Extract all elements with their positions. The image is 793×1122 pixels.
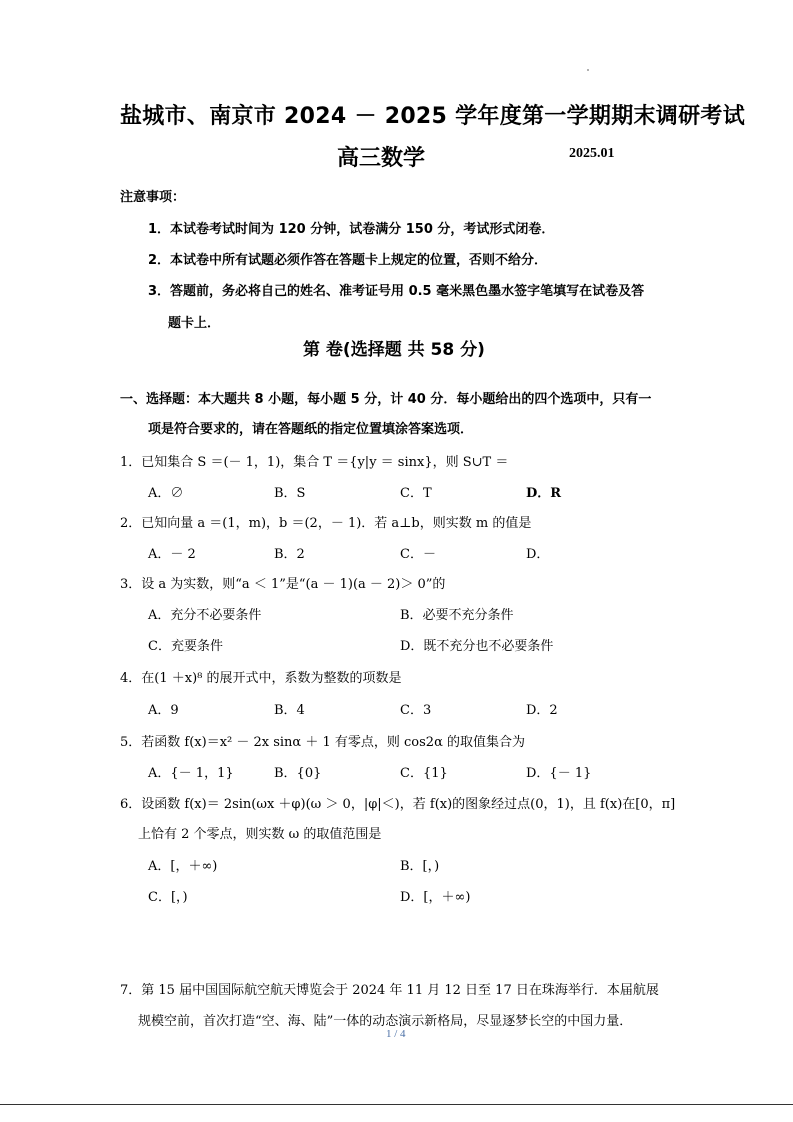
notice-item: 题卡上．: [168, 316, 221, 331]
notice-item: 2．本试卷中所有试题必须作答在答题卡上规定的位置，否则不给分．: [148, 253, 548, 268]
option-d: D．2: [526, 703, 558, 718]
option-d: D．既不充分也不必要条件: [400, 639, 554, 654]
option-b: B．S: [274, 486, 306, 501]
question-6: 6．设函数 f(x)＝ 2sin(ωx ＋φ)(ω ＞ 0，|φ|＜)，若 f(x)的图象经过点(0，1)，且 f(x)在[0，π]: [120, 797, 676, 812]
question-7: 7．第 15 届中国国际航空航天博览会于 2024 年 11 月 12 日至 17 日在珠海举行．本届航展: [120, 983, 659, 998]
option-d: D．R: [526, 486, 562, 501]
exam-date: 2025.01: [569, 146, 615, 161]
notice-item: 1．本试卷考试时间为 120 分钟，试卷满分 150 分，考试形式闭卷．: [148, 222, 555, 237]
question-3: 3．设 a 为实数，则“a ＜ 1”是“(a － 1)(a － 2)＞ 0”的: [120, 577, 446, 592]
option-a: A．{－ 1，1}: [148, 766, 234, 781]
section-heading-cont: 项是符合要求的，请在答题纸的指定位置填涂答案选项．: [148, 422, 474, 437]
option-a: A．－ 2: [148, 547, 196, 562]
option-c: C．－: [400, 547, 436, 562]
option-b: B．必要不充分条件: [400, 608, 514, 623]
exam-title: 盐城市、南京市 2024 － 2025 学年度第一学期期末调研考试: [120, 104, 745, 129]
option-d: D．: [526, 547, 550, 562]
option-a: A．9: [148, 703, 179, 718]
option-d: D．{－ 1}: [526, 766, 592, 781]
option-a: A．∅: [148, 486, 184, 501]
section-heading: 一、选择题：本大题共 8 小题，每小题 5 分，计 40 分．每小题给出的四个选项中，只有一: [120, 392, 652, 407]
option-b: B．{0}: [274, 766, 322, 781]
notice-heading: 注意事项：: [120, 190, 186, 205]
option-b: B．4: [274, 703, 305, 718]
option-a: A．充分不必要条件: [148, 608, 262, 623]
option-d: D．[，＋∞): [400, 890, 471, 905]
part-title: 第 卷(选择题 共 58 分): [303, 340, 485, 360]
option-b: B．[，): [400, 859, 440, 874]
option-a: A．[，＋∞): [148, 859, 218, 874]
page-number: 1 / 4: [386, 1028, 406, 1040]
question-5: 5．若函数 f(x)＝x² － 2x sinα ＋ 1 有零点，则 cos2α 的取值集合为: [120, 735, 525, 750]
option-b: B．2: [274, 547, 305, 562]
option-c: C．3: [400, 703, 432, 718]
question-2: 2．已知向量 a ＝(1，m)，b ＝(2，－ 1)．若 a⊥b，则实数 m 的值是: [120, 516, 532, 531]
option-c: C．{1}: [400, 766, 448, 781]
notice-item: 3．答题前，务必将自己的姓名、准考证号用 0.5 毫米黑色墨水签字笔填写在试卷及答: [148, 284, 645, 299]
question-4: 4．在(1 ＋x)⁸ 的展开式中，系数为整数的项数是: [120, 671, 402, 686]
option-c: C．T: [400, 486, 432, 501]
corner-mark: [587, 69, 589, 71]
page-bottom-rule: [0, 1104, 793, 1105]
option-c: C．[，): [148, 890, 188, 905]
subject-title: 高三数学: [337, 146, 426, 171]
question-7-cont: 规模空前，首次打造“空、海、陆”一体的动态演示新格局，尽显逐梦长空的中国力量．: [138, 1014, 633, 1029]
question-1: 1．已知集合 S ＝(－ 1，1)，集合 T ＝{y|y ＝ sinx}，则 S∪T ＝: [120, 455, 509, 470]
question-6-cont: 上恰有 2 个零点，则实数 ω 的取值范围是: [138, 827, 382, 842]
option-c: C．充要条件: [148, 639, 223, 654]
